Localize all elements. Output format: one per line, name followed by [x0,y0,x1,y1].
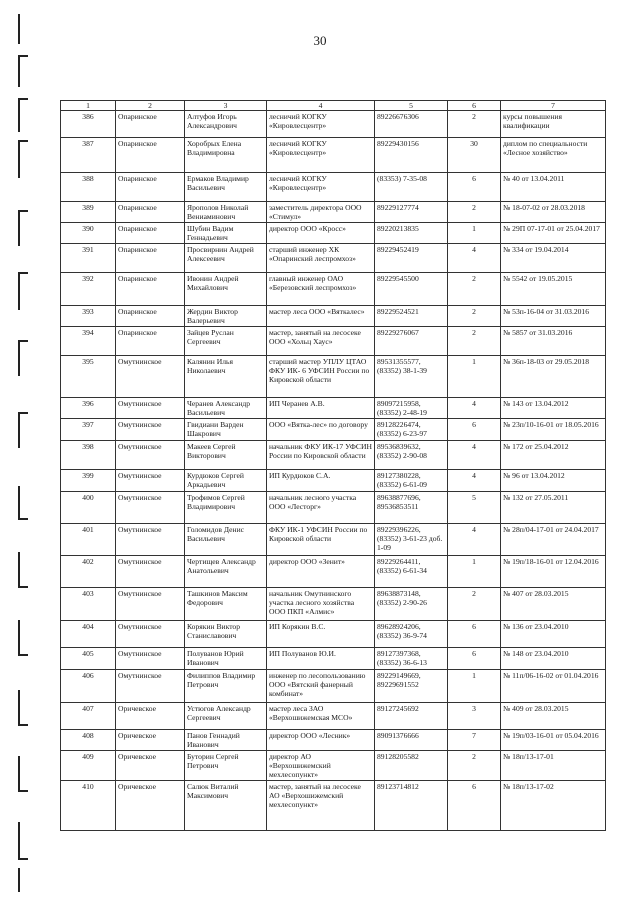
experience-cell: 2 [448,202,501,223]
position-cell: мастер, занятый на лесосеке ООО «Хольц Хаус» [267,327,375,356]
position-cell: ИП Курдюков С.А. [267,470,375,492]
table-row [61,398,606,419]
phone-cell: 89127397368, (83352) 36-6-13 [375,648,448,670]
binding-mark [18,690,28,726]
row-number: 397 [61,419,116,441]
document-cell: № 11п/06-16-02 от 01.04.2016 [501,670,606,703]
position-cell: мастер, занятый на лесосеке АО «Верхошижемский мехлесопункт» [267,781,375,831]
binding-mark [18,14,28,44]
position-cell: старший инженер ХК «Опаринский леспромхоз» [267,244,375,273]
binding-mark [18,55,28,87]
experience-cell: 7 [448,730,501,751]
person-cell: Трофимов Сергей Владимирович [185,492,267,524]
row-number: 407 [61,703,116,730]
phone-cell: 89097215958, (83352) 2-48-19 [375,398,448,419]
phone-cell: 89229276067 [375,327,448,356]
table-row [61,751,606,781]
table-row [61,273,606,306]
district-cell: Опаринское [116,273,185,306]
person-cell: Полуванов Юрий Иванович [185,648,267,670]
experience-cell: 4 [448,244,501,273]
district-cell: Омутнинское [116,524,185,556]
table-row [61,648,606,670]
column-header: 6 [448,101,501,111]
binding-mark [18,822,28,860]
header-row [61,101,606,111]
phone-cell: (83353) 7-35-08 [375,173,448,202]
district-cell: Опаринское [116,138,185,173]
binding-mark [18,98,28,132]
table-row [61,223,606,244]
phone-cell: 89229264411, (83352) 6-61-34 [375,556,448,588]
district-cell: Омутнинское [116,588,185,621]
row-number: 388 [61,173,116,202]
district-cell: Оричевское [116,781,185,831]
position-cell: мастер леса ЗАО «Верхошижемская МСО» [267,703,375,730]
table-row [61,111,606,138]
person-cell: Черанев Александр Васильевич [185,398,267,419]
experience-cell: 4 [448,441,501,470]
person-cell: Хоробрых Елена Владимировна [185,138,267,173]
table-row [61,703,606,730]
phone-cell: 89229127774 [375,202,448,223]
document-cell: № 18п/13-17-01 [501,751,606,781]
phone-cell: 89091376666 [375,730,448,751]
table-row [61,524,606,556]
district-cell: Опаринское [116,223,185,244]
district-cell: Оричевское [116,703,185,730]
table-row [61,202,606,223]
table-row [61,173,606,202]
position-cell: главный инженер ОАО «Березовский леспромхоз» [267,273,375,306]
phone-cell: 89536839632, (83352) 2-90-08 [375,441,448,470]
position-cell: мастер леса ООО «Вяткалес» [267,306,375,327]
table-row [61,356,606,398]
phone-cell: 89638873148, (83352) 2-90-26 [375,588,448,621]
column-header: 4 [267,101,375,111]
document-cell: № 132 от 27.05.2011 [501,492,606,524]
position-cell: старший мастер УПЛУ ЦТАО ФКУ ИК- 6 УФСИН России по Кировской области [267,356,375,398]
row-number: 390 [61,223,116,244]
experience-cell: 1 [448,223,501,244]
row-number: 402 [61,556,116,588]
document-cell: № 172 от 25.04.2012 [501,441,606,470]
row-number: 396 [61,398,116,419]
person-cell: Салюк Виталий Максимович [185,781,267,831]
binding-mark [18,412,28,448]
person-cell: Ермаков Владимир Васильевич [185,173,267,202]
person-cell: Жердин Виктор Валерьевич [185,306,267,327]
table-row [61,730,606,751]
document-cell: № 143 от 13.04.2012 [501,398,606,419]
table-row [61,670,606,703]
row-number: 410 [61,781,116,831]
position-cell: ИП Корякин В.С. [267,621,375,648]
phone-cell: 89638877696, 89536853511 [375,492,448,524]
district-cell: Оричевское [116,751,185,781]
district-cell: Оричевское [116,730,185,751]
person-cell: Зайцев Руслан Сергеевич [185,327,267,356]
document-cell: № 5857 от 31.03.2016 [501,327,606,356]
table-row [61,327,606,356]
experience-cell: 6 [448,419,501,441]
experience-cell: 1 [448,356,501,398]
row-number: 392 [61,273,116,306]
row-number: 391 [61,244,116,273]
position-cell: инженер по лесопользованию ООО «Вятский фанерный комбинат» [267,670,375,703]
document-cell: № 29П 07-17-01 от 25.04.2017 [501,223,606,244]
experience-cell: 6 [448,781,501,831]
person-cell: Панов Геннадий Иванович [185,730,267,751]
phone-cell: 89531355577, (83352) 38-1-39 [375,356,448,398]
experience-cell: 4 [448,398,501,419]
document-cell: № 18-07-02 от 28.03.2018 [501,202,606,223]
document-cell: № 19п/18-16-01 от 12.04.2016 [501,556,606,588]
position-cell: заместитель директора ООО «Стимул» [267,202,375,223]
person-cell: Корякин Виктор Станиславович [185,621,267,648]
row-number: 408 [61,730,116,751]
person-cell: Ташкинов Максим Федорович [185,588,267,621]
position-cell: директор ООО «Зенит» [267,556,375,588]
binding-mark [18,868,28,892]
table-row [61,441,606,470]
person-cell: Гвидиани Варден Шакрович [185,419,267,441]
binding-mark [18,552,28,588]
district-cell: Опаринское [116,202,185,223]
phone-cell: 89128226474, (83352) 6-23-97 [375,419,448,441]
district-cell: Омутнинское [116,648,185,670]
experience-cell: 6 [448,621,501,648]
position-cell: начальник лесного участка ООО «Лесторг» [267,492,375,524]
person-cell: Алтуфов Игорь Александрович [185,111,267,138]
district-cell: Омутнинское [116,492,185,524]
document-cell: № 18п/13-17-02 [501,781,606,831]
district-cell: Омутнинское [116,398,185,419]
experience-cell: 4 [448,470,501,492]
binding-mark [18,620,28,656]
experience-cell: 2 [448,588,501,621]
column-header: 3 [185,101,267,111]
page-number: 30 [313,33,327,48]
table-row [61,306,606,327]
phone-cell: 89127245692 [375,703,448,730]
position-cell: директор ООО «Лесник» [267,730,375,751]
document-cell: № 23п/10-16-01 от 18.05.2016 [501,419,606,441]
phone-cell: 89226676306 [375,111,448,138]
row-number: 393 [61,306,116,327]
row-number: 394 [61,327,116,356]
document-cell: № 19п/03-16-01 от 05.04.2016 [501,730,606,751]
row-number: 386 [61,111,116,138]
binding-mark [18,140,28,178]
experience-cell: 2 [448,273,501,306]
phone-cell: 89229545500 [375,273,448,306]
district-cell: Омутнинское [116,621,185,648]
person-cell: Филиппов Владимир Петрович [185,670,267,703]
person-cell: Курдюков Сергей Аркадьевич [185,470,267,492]
document-cell: № 36п-18-03 от 29.05.2018 [501,356,606,398]
person-cell: Калянин Илья Николаевич [185,356,267,398]
row-number: 389 [61,202,116,223]
person-cell: Шубин Вадим Геннадьевич [185,223,267,244]
position-cell: лесничий КОГКУ «Кировлесцентр» [267,173,375,202]
phone-cell: 89628924206, (83352) 36-9-74 [375,621,448,648]
row-number: 395 [61,356,116,398]
document-cell: № 28п/04-17-01 от 24.04.2017 [501,524,606,556]
table-row [61,492,606,524]
position-cell: директор ООО «Кросс» [267,223,375,244]
document-cell: № 53п-16-04 от 31.03.2016 [501,306,606,327]
table-row [61,244,606,273]
district-cell: Омутнинское [116,470,185,492]
experience-cell: 4 [448,524,501,556]
position-cell: ФКУ ИК-1 УФСИН России по Кировской области [267,524,375,556]
binding-mark [18,486,28,520]
district-cell: Омутнинское [116,670,185,703]
phone-cell: 89229149669, 89229691552 [375,670,448,703]
district-cell: Омутнинское [116,441,185,470]
district-cell: Опаринское [116,111,185,138]
document-cell: № 409 от 28.03.2015 [501,703,606,730]
experience-cell: 3 [448,703,501,730]
document-cell: № 148 от 23.04.2010 [501,648,606,670]
experience-cell: 2 [448,111,501,138]
position-cell: ИП Полуванов Ю.И. [267,648,375,670]
experience-cell: 5 [448,492,501,524]
person-cell: Ивонин Андрей Михайлович [185,273,267,306]
position-cell: начальник Омутнинского участка лесного хозяйства ООО ПКП «Алмис» [267,588,375,621]
document-cell: № 40 от 13.04.2011 [501,173,606,202]
table-row [61,419,606,441]
row-number: 401 [61,524,116,556]
row-number: 403 [61,588,116,621]
person-cell: Макеев Сергей Викторович [185,441,267,470]
experience-cell: 2 [448,751,501,781]
district-cell: Опаринское [116,244,185,273]
district-cell: Омутнинское [116,419,185,441]
phone-cell: 89220213835 [375,223,448,244]
district-cell: Омутнинское [116,356,185,398]
table-row [61,588,606,621]
document-cell: № 136 от 23.04.2010 [501,621,606,648]
document-cell: № 407 от 28.03.2015 [501,588,606,621]
district-cell: Опаринское [116,306,185,327]
experience-cell: 30 [448,138,501,173]
registry-table [60,100,606,831]
phone-cell: 89123714812 [375,781,448,831]
person-cell: Просвирнин Андрей Алексеевич [185,244,267,273]
row-number: 406 [61,670,116,703]
row-number: 409 [61,751,116,781]
table-row [61,138,606,173]
table-row [61,470,606,492]
phone-cell: 89127380228, (83352) 6-61-09 [375,470,448,492]
position-cell: лесничий КОГКУ «Кировлесцентр» [267,138,375,173]
binding-mark [18,756,28,792]
position-cell: ИП Черанев А.В. [267,398,375,419]
document-cell: диплом по специальности «Лесное хозяйство» [501,138,606,173]
table-row [61,781,606,831]
position-cell: ООО «Вятка-лес» по договору [267,419,375,441]
phone-cell: 89229396226, (83352) 3-61-23 доб. 1-09 [375,524,448,556]
phone-cell: 89128205582 [375,751,448,781]
experience-cell: 6 [448,648,501,670]
binding-mark [18,210,28,246]
table-row [61,556,606,588]
row-number: 399 [61,470,116,492]
binding-mark [18,340,28,376]
position-cell: начальник ФКУ ИК-17 УФСИН России по Кировской области [267,441,375,470]
column-header: 7 [501,101,606,111]
person-cell: Устюгов Александр Сергеевич [185,703,267,730]
column-header: 1 [61,101,116,111]
document-cell: № 96 от 13.04.2012 [501,470,606,492]
person-cell: Ярополов Николай Вениаминович [185,202,267,223]
person-cell: Чертищев Александр Анатольевич [185,556,267,588]
district-cell: Опаринское [116,327,185,356]
row-number: 398 [61,441,116,470]
person-cell: Голомидов Денис Васильевич [185,524,267,556]
document-cell: № 334 от 19.04.2014 [501,244,606,273]
experience-cell: 1 [448,670,501,703]
experience-cell: 6 [448,173,501,202]
experience-cell: 1 [448,556,501,588]
district-cell: Опаринское [116,173,185,202]
row-number: 400 [61,492,116,524]
phone-cell: 89229430156 [375,138,448,173]
document-cell: № 5542 от 19.05.2015 [501,273,606,306]
row-number: 387 [61,138,116,173]
row-number: 404 [61,621,116,648]
column-header: 5 [375,101,448,111]
binding-mark [18,272,28,310]
document-cell: курсы повышения квалификации [501,111,606,138]
column-header: 2 [116,101,185,111]
position-cell: лесничий КОГКУ «Кировлесцентр» [267,111,375,138]
person-cell: Буторин Сергей Петрович [185,751,267,781]
position-cell: директор АО «Верхошижемский мехлесопункт» [267,751,375,781]
row-number: 405 [61,648,116,670]
experience-cell: 2 [448,327,501,356]
table-row [61,621,606,648]
phone-cell: 89229452419 [375,244,448,273]
experience-cell: 2 [448,306,501,327]
phone-cell: 89229524521 [375,306,448,327]
district-cell: Омутнинское [116,556,185,588]
